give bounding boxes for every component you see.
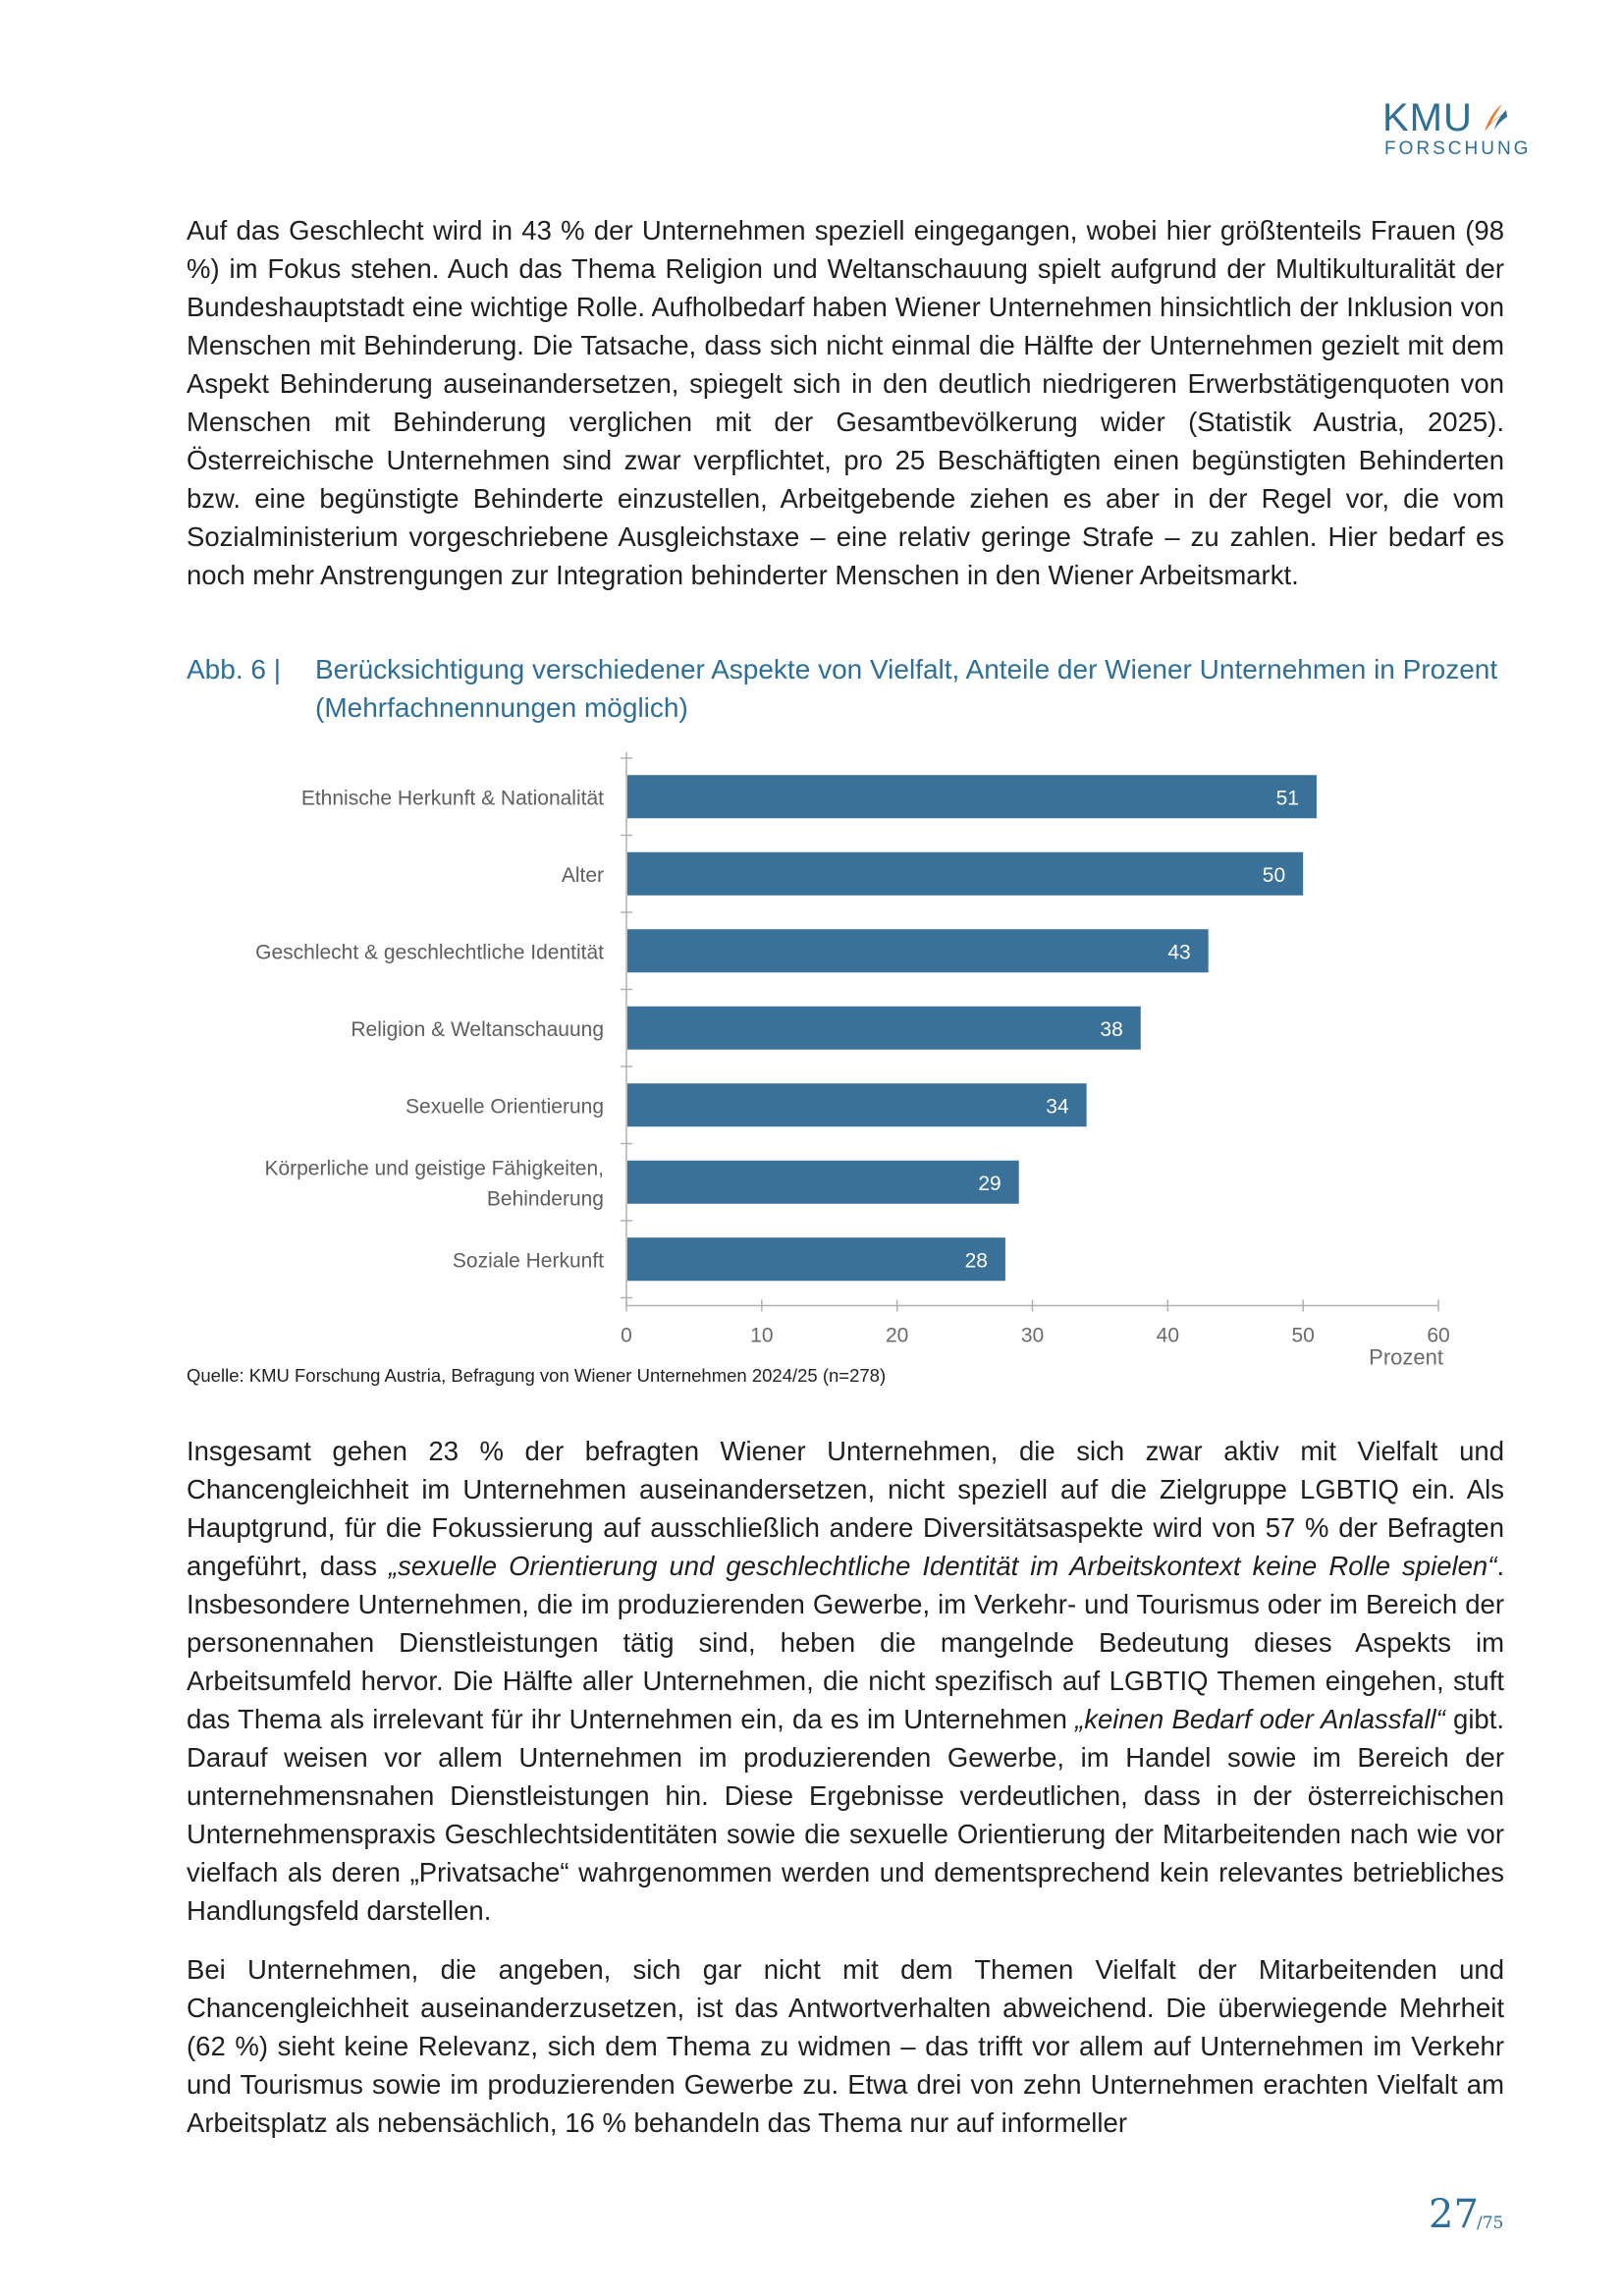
x-tick-label: 0 (621, 1324, 632, 1347)
x-tick-label: 20 (885, 1324, 909, 1347)
figure-title: Berücksichtigung verschiedener Aspekte von Vielfalt, Anteile der Wiener Unternehmen in Prozent (Mehrfachnennungen möglich) (315, 654, 1498, 723)
x-tick-label: 50 (1291, 1324, 1315, 1347)
kmu-forschung-logo (1382, 96, 1532, 161)
x-tick-label: 40 (1156, 1324, 1180, 1347)
paragraph-3: Bei Unternehmen, die angeben, sich gar nicht mit dem Themen Vielfalt der Mitarbeitenden und Chancengleichheit auseinanderzusetzen, ist das Antwortverhalten abweichend. Die überwiegende Mehrheit (62 %) sieht keine Relevanz, sich dem Thema zu widmen – das trifft vor allem auf Unternehmen im Verkehr und Tourismus sowie im produzierenden Gewerbe zu. Etwa drei von zehn Unternehmen erachten Vielfalt am Arbeitsplatz als nebensächlich, 16 % behandeln das Thema nur auf informeller (187, 1954, 1504, 2138)
figure-source: Quelle: KMU Forschung Austria, Befragung von Wiener Unternehmen 2024/25 (n=278) (187, 1365, 887, 1386)
logo-kmu-text: KMU (1382, 96, 1473, 139)
category-label: Ethnische Herkunft & Nationalität (300, 787, 604, 810)
bar-data-label: 38 (1100, 1017, 1123, 1041)
category-label: Alter (561, 863, 604, 887)
category-label: Behinderung (486, 1187, 604, 1211)
bar (627, 1007, 1141, 1050)
paragraph-2 (187, 1432, 1504, 1930)
bar-data-label: 43 (1167, 941, 1191, 964)
bar-data-label: 50 (1262, 863, 1286, 887)
bar-chart (187, 746, 1504, 1370)
bar (627, 1237, 1005, 1281)
bar-data-label: 29 (978, 1172, 1001, 1195)
paragraph-2-part-a: Insgesamt gehen 23 % der befragten Wiener Unternehmen, die sich zwar aktiv mit Vielfalt und Chancengleichheit im Unternehmen auseinandersetzen, nicht speziell auf die Zielgruppe LGBTIQ ein. Als Hauptgrund, für die Fokussierung auf ausschließlich andere Diversitätsaspekte wird von 57 % der Befragten angeführt, dass (187, 1436, 1504, 1581)
page-total: /75 (1477, 2214, 1504, 2233)
figure-number: Abb. 6 | (187, 654, 282, 684)
paragraph-1: Auf das Geschlecht wird in 43 % der Unternehmen speziell eingegangen, wobei hier größtenteils Frauen (98 %) im Fokus stehen. Auch das Thema Religion und Weltanschauung spielt aufgrund der Multikulturalität der Bundeshauptstadt eine wichtige Rolle. Aufholbedarf haben Wiener Unternehmen hinsichtlich der Inklusion von Menschen mit Behinderung. Die Tatsache, dass sich nicht einmal die Hälfte der Unternehmen gezielt mit dem Aspekt Behinderung auseinandersetzen, spiegelt sich in den deutlich niedrigeren Erwerbstätigenquoten von Menschen mit Behinderung verglichen mit der Gesamtbevölkerung wider (Statistik Austria, 2025). Österreichische Unternehmen sind zwar verpflichtet, pro 25 Beschäftigten einen begünstigten Behinderten bzw. eine begünstigte Behinderte einzustellen, Arbeitgebende ziehen es aber in der Regel vor, die vom Sozialministerium vorgeschriebene Ausgleichstaxe – eine relativ geringe Strafe – zu zahlen. Hier bedarf es noch mehr Anstrengungen zur Integration behinderter Menschen in den Wiener Arbeitsmarkt. (187, 215, 1504, 590)
logo-forschung-text: FORSCHUNG (1384, 138, 1532, 159)
bar (627, 929, 1209, 972)
logo-bird-icon (1481, 102, 1508, 136)
bar (627, 1083, 1087, 1126)
bar (627, 1161, 1019, 1204)
bar-data-label: 34 (1046, 1095, 1069, 1119)
bar-data-label: 51 (1275, 787, 1299, 810)
x-axis-title: Prozent (1369, 1344, 1443, 1370)
bar-chart-svg (187, 746, 1504, 1370)
bar (627, 775, 1317, 818)
category-label: Sexuelle Orientierung (406, 1095, 604, 1119)
x-tick-label: 10 (750, 1324, 774, 1347)
bar-data-label: 28 (964, 1249, 988, 1273)
category-label: Soziale Herkunft (452, 1249, 604, 1273)
paragraph-2-part-c: gibt. Darauf weisen vor allem Unternehmen im produzierenden Gewerbe, im Handel sowie im Bereich der unternehmensnahen Dienstleistungen hin. Diese Ergebnisse verdeutlichen, dass in der österreichischen Unternehmenspraxis Geschlechtsidentitäten sowie die sexuelle Orientierung der Mitarbeitenden nach wie vor vielfach als deren „Privatsache“ wahrgenommen werden und dementsprechend kein relevantes betriebliches Handlungsfeld darstellen. (187, 1704, 1504, 1926)
x-tick-label: 30 (1020, 1324, 1045, 1347)
category-label: Religion & Weltanschauung (351, 1017, 604, 1041)
category-label: Geschlecht & geschlechtliche Identität (255, 941, 604, 964)
paragraph-2-quote-1: „sexuelle Orientierung und geschlechtliche Identität im Arbeitskontext keine Rolle spielen“ (389, 1551, 1497, 1581)
category-label: Körperliche und geistige Fähigkeiten, (264, 1157, 604, 1180)
paragraph-2-part-b: . Insbesondere Unternehmen, die im produzierenden Gewerbe, im Verkehr- und Tourismus oder im Bereich der personennahen Dienstleistungen tätig sind, heben die mangelnde Bedeutung dieses Aspekts im Arbeitsumfeld hervor. Die Hälfte aller Unternehmen, die nicht spezifisch auf LGBTIQ Themen eingehen, stuft das Thema als irrelevant für ihr Unternehmen ein, da es im Unternehmen (187, 1551, 1504, 1734)
x-tick-label: 60 (1427, 1324, 1450, 1347)
page-number: 27 (1429, 2192, 1479, 2237)
paragraph-2-quote-2: „keinen Bedarf oder Anlassfall“ (1075, 1704, 1445, 1734)
bar (627, 852, 1303, 896)
